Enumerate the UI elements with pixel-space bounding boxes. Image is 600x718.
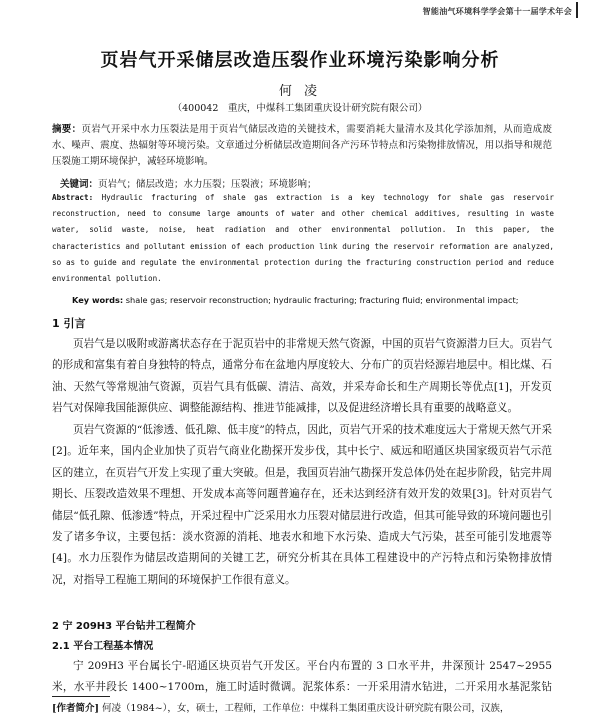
keywords-cn-text: 页岩气；储层改造；水力压裂；压裂液；环境影响； bbox=[98, 179, 317, 190]
abstract-en-text: Hydraulic fracturing of shale gas extraction is a key technology for shale gas reservoir reconstruction, need to consume large amounts of water and other chemical additives, resulting in waste water, solid waste, noise, heat radiation and other environmental pollution. In this paper, the characteristics and pollutant emission of each production link during the reservoir reformation are analyzed, so as to guide and regulate the environmental protection during the fracturing construction period and reduce environmental pollution. bbox=[52, 193, 554, 284]
keywords-en bbox=[72, 295, 518, 305]
abstract-cn bbox=[52, 122, 552, 170]
footnote-rule bbox=[52, 696, 110, 697]
footnote-text: 何凌（1984~），女，硕士，工程师，工作单位：中煤科工集团重庆设计研究院有限公司，汉族， bbox=[99, 703, 510, 714]
keywords-cn bbox=[60, 176, 317, 190]
keywords-en-text: shale gas; reservoir reconstruction; hydraulic fracturing; fracturing fluid; environmental impact; bbox=[123, 295, 519, 305]
section-1-paragraph-2: 页岩气资源的“低渗透、低孔隙、低丰度”的特点，因此，页岩气开采的技术难度远大于常规天然气开采[2]。近年来，国内企业加快了页岩气商业化勘探开发步伐，其中长宁、威远和昭通区块国家级页岩气示范区的建立，在页岩气开发上实现了重大突破。但是，我国页岩油气勘探开发总体仍处在起步阶段，钻完井周期长、压裂改造效果不理想、开发成本高等问题普遍存在，还未达到经济有效开发的效果[3]。针对页岩气储层“低孔隙、低渗透”特点，开采过程中广泛采用水力压裂对储层进行改造，但其可能导致的环境问题也引发了诸多争议，主要包括：淡水资源的消耗、地表水和地下水污染、造成大气污染，甚至可能引发地震等[4]。水力压裂作为储层改造期间的关键工艺，研究分析其在具体工程建设中的产污特点和污染物排放情况，对指导工程施工期间的环境保护工作很有意义。 bbox=[52, 424, 552, 586]
author-footnote bbox=[52, 700, 572, 714]
paper-title: 页岩气开采储层改造压裂作业环境污染影响分析 bbox=[100, 50, 500, 71]
keywords-en-label: Key words: bbox=[72, 295, 124, 305]
abstract-en-label: Abstract: bbox=[52, 193, 94, 202]
paper-affiliation: （400042 重庆，中煤科工集团重庆设计研究院有限公司） bbox=[172, 103, 428, 114]
keywords-cn-label: 关键词： bbox=[60, 179, 99, 190]
paper-author: 何 凌 bbox=[278, 84, 322, 99]
abstract-cn-text: 页岩气开采中水力压裂法是用于页岩气储层改造的关键技术，需要消耗大量清水及其化学添加剂，从而造成废水、噪声、震度、热辐射等环境污染。文章通过分析储层改造期间各产污环节特点和污染物排放情况，用以指导和规范压裂施工期环境保护，减轻环境影响。 bbox=[52, 124, 552, 167]
section-1-heading: 1 引言 bbox=[52, 317, 86, 330]
footnote-label: [作者简介] bbox=[52, 703, 99, 714]
header-rule bbox=[576, 2, 578, 18]
section-2-1-heading: 2.1 平台工程基本情况 bbox=[52, 641, 154, 652]
running-header: 智能油气环境科学学会第十一届学术年会 bbox=[422, 7, 572, 16]
abstract-cn-label: 摘要： bbox=[52, 124, 82, 135]
section-1-paragraph-1: 页岩气是以吸附或游离状态存在于泥页岩中的非常规天然气资源，中国的页岩气资源潜力巨大。页岩气的形成和富集有着自身独特的特点，通常分布在盆地内厚度较大、分布广的页岩烃源岩地层中。相比煤、石油、天然气等常规油气资源，页岩气具有低碳、清洁、高效，并采寿命长和生产周期长等优点[1]，开发页岩气对保障我国能源供应、调整能源结构、推进节能减排，以及促进经济增长具有重要的战略意义。 bbox=[52, 338, 552, 415]
section-2-heading: 2 宁 209H3 平台钻井工程简介 bbox=[52, 621, 196, 632]
abstract-en bbox=[52, 190, 554, 287]
section-2-1-paragraph-1: 宁 209H3 平台属长宁-昭通区块页岩气开发区。平台内布置的 3 口水平井，井深预计 2547~2955 米，水平井段长 1400~1700m，施工时适时微调。泥浆体系：一开采用清水钻进，二开采用水基泥浆钻 bbox=[52, 660, 552, 694]
